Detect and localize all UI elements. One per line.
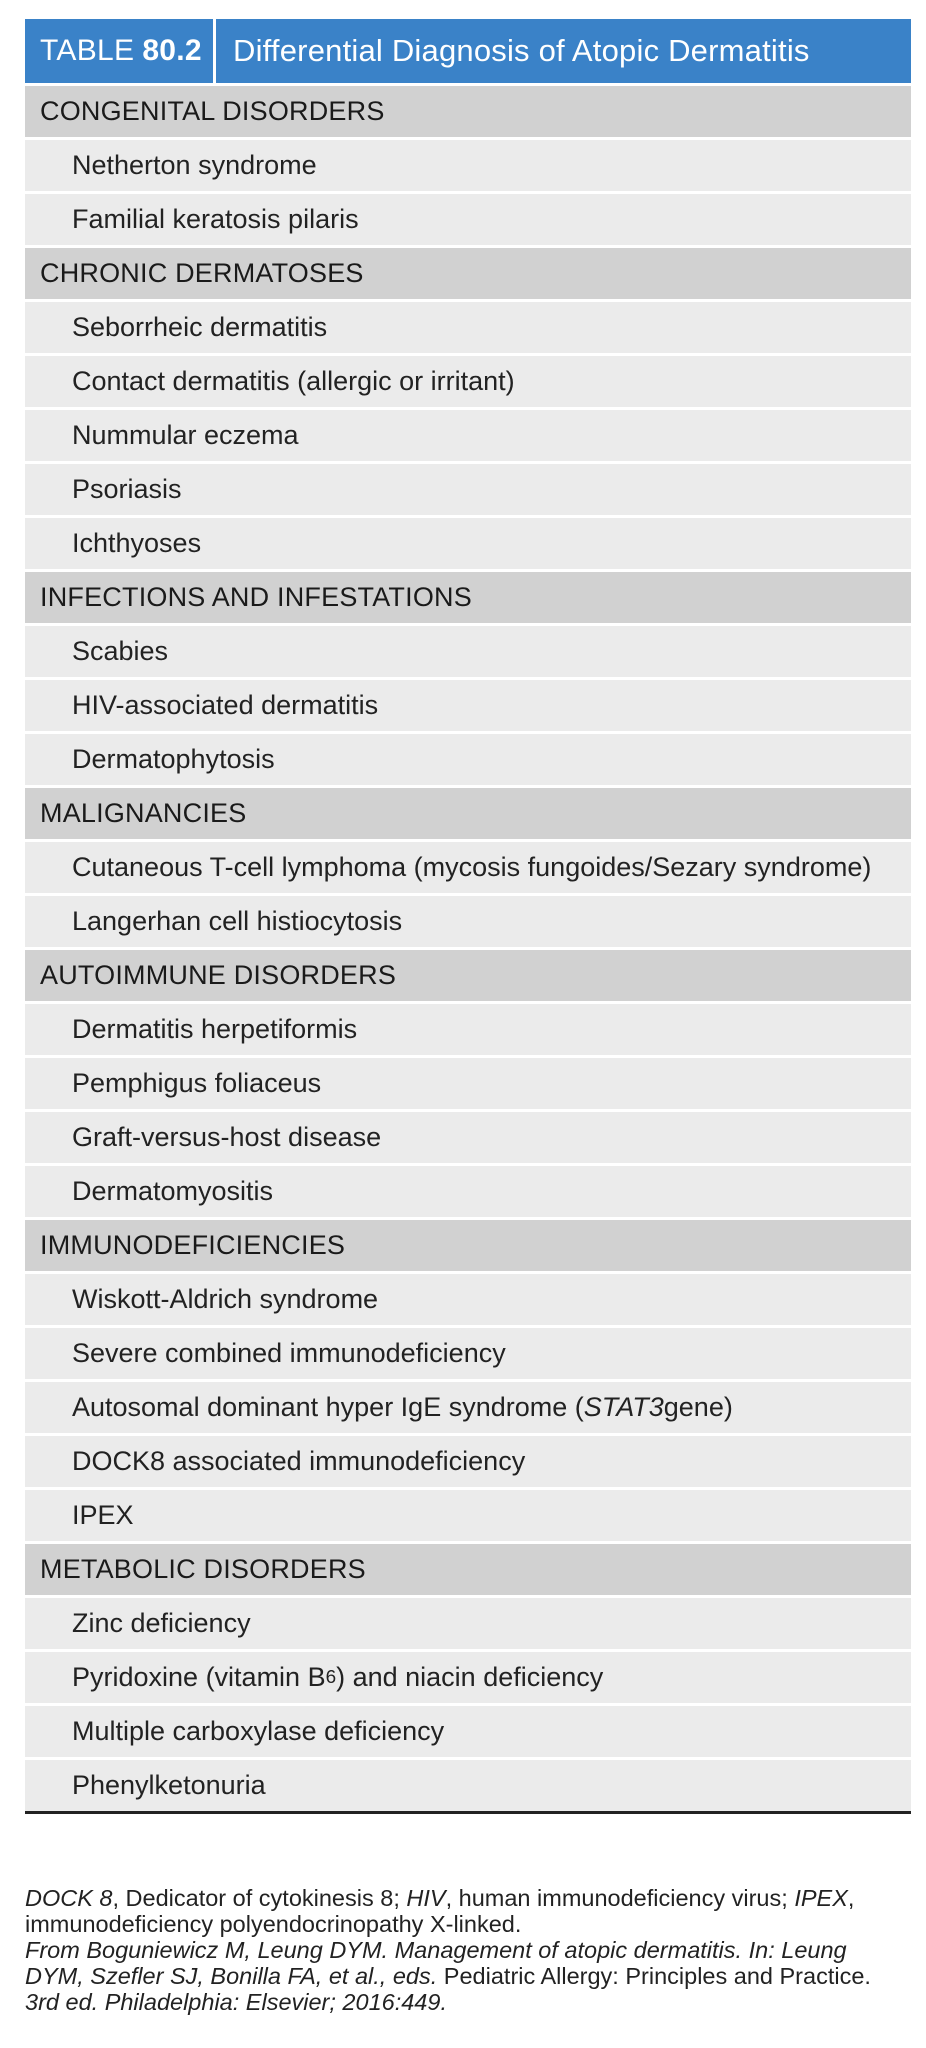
table-row: Familial keratosis pilaris <box>25 191 911 245</box>
abbrev-definition: , Dedicator of cytokinesis 8; <box>112 1885 407 1911</box>
abbrev-definition: , <box>847 1885 855 1911</box>
abbrev-term: IPEX <box>794 1885 848 1911</box>
section-header: CONGENITAL DISORDERS <box>25 83 911 137</box>
table-row: Pyridoxine (vitamin B 6 ) and niacin deficiency <box>25 1649 911 1703</box>
table-row: Netherton syndrome <box>25 137 911 191</box>
table-row: Dermatophytosis <box>25 731 911 785</box>
footnote-source-line-3 <box>25 1989 915 2015</box>
table-row: Nummular eczema <box>25 407 911 461</box>
table-row: Dermatitis herpetiformis <box>25 1001 911 1055</box>
table-row: Contact dermatitis (allergic or irritant) <box>25 353 911 407</box>
footnote-source-line-2 <box>25 1963 915 1989</box>
table-bottom-rule <box>25 1811 911 1814</box>
table-number-value: 80.2 <box>142 34 202 67</box>
table-row: Dermatomyositis <box>25 1163 911 1217</box>
table-row: Cutaneous T-cell lymphoma (mycosis fungoides/Sezary syndrome) <box>25 839 911 893</box>
table-row: Psoriasis <box>25 461 911 515</box>
table-row: Graft-versus-host disease <box>25 1109 911 1163</box>
abbrev-term: DOCK 8 <box>25 1885 113 1911</box>
table-footnote <box>25 1885 915 2015</box>
source-text: From Boguniewicz M, Leung DYM. Management of atopic dermatitis. In: Leung <box>25 1937 847 1963</box>
table-row: Phenylketonuria <box>25 1757 911 1811</box>
section-header: MALIGNANCIES <box>25 785 911 839</box>
footnote-source-line-1 <box>25 1937 915 1963</box>
table-header <box>25 19 911 83</box>
table-row: Multiple carboxylase deficiency <box>25 1703 911 1757</box>
abbrev-term: HIV <box>406 1885 446 1911</box>
section-header: AUTOIMMUNE DISORDERS <box>25 947 911 1001</box>
table-label: TABLE <box>40 34 135 67</box>
table-row: Wiskott-Aldrich syndrome <box>25 1271 911 1325</box>
footnote-abbreviations-line-1 <box>25 1885 915 1911</box>
table-body <box>25 83 911 1811</box>
table-row: Seborrheic dermatitis <box>25 299 911 353</box>
table-row: DOCK8 associated immunodeficiency <box>25 1433 911 1487</box>
table-number <box>25 19 216 83</box>
table-row: Langerhan cell histiocytosis <box>25 893 911 947</box>
section-header: INFECTIONS AND INFESTATIONS <box>25 569 911 623</box>
table-title: Differential Diagnosis of Atopic Dermatitis <box>233 33 810 68</box>
table-row: Severe combined immunodeficiency <box>25 1325 911 1379</box>
table-row: Pemphigus foliaceus <box>25 1055 911 1109</box>
source-book-title: Pediatric Allergy: Principles and Practice. <box>437 1963 871 1989</box>
section-header: IMMUNODEFICIENCIES <box>25 1217 911 1271</box>
table-row: Scabies <box>25 623 911 677</box>
section-header: CHRONIC DERMATOSES <box>25 245 911 299</box>
source-text: 3rd ed. Philadelphia: Elsevier; 2016:449. <box>25 1989 447 2015</box>
source-text: DYM, Szefler SJ, Bonilla FA, et al., eds. <box>25 1963 438 1989</box>
footnote-abbreviations-line-2: immunodeficiency polyendocrinopathy X-linked. <box>25 1911 522 1937</box>
diagnosis-table <box>25 19 911 1814</box>
table-row: Ichthyoses <box>25 515 911 569</box>
abbrev-definition: , human immunodeficiency virus; <box>445 1885 795 1911</box>
gene-name: STAT3 <box>583 1392 664 1422</box>
table-row: IPEX <box>25 1487 911 1541</box>
table-row: HIV-associated dermatitis <box>25 677 911 731</box>
table-row: Zinc deficiency <box>25 1595 911 1649</box>
table-row: Autosomal dominant hyper IgE syndrome ( STAT3 gene) <box>25 1379 911 1433</box>
section-header: METABOLIC DISORDERS <box>25 1541 911 1595</box>
